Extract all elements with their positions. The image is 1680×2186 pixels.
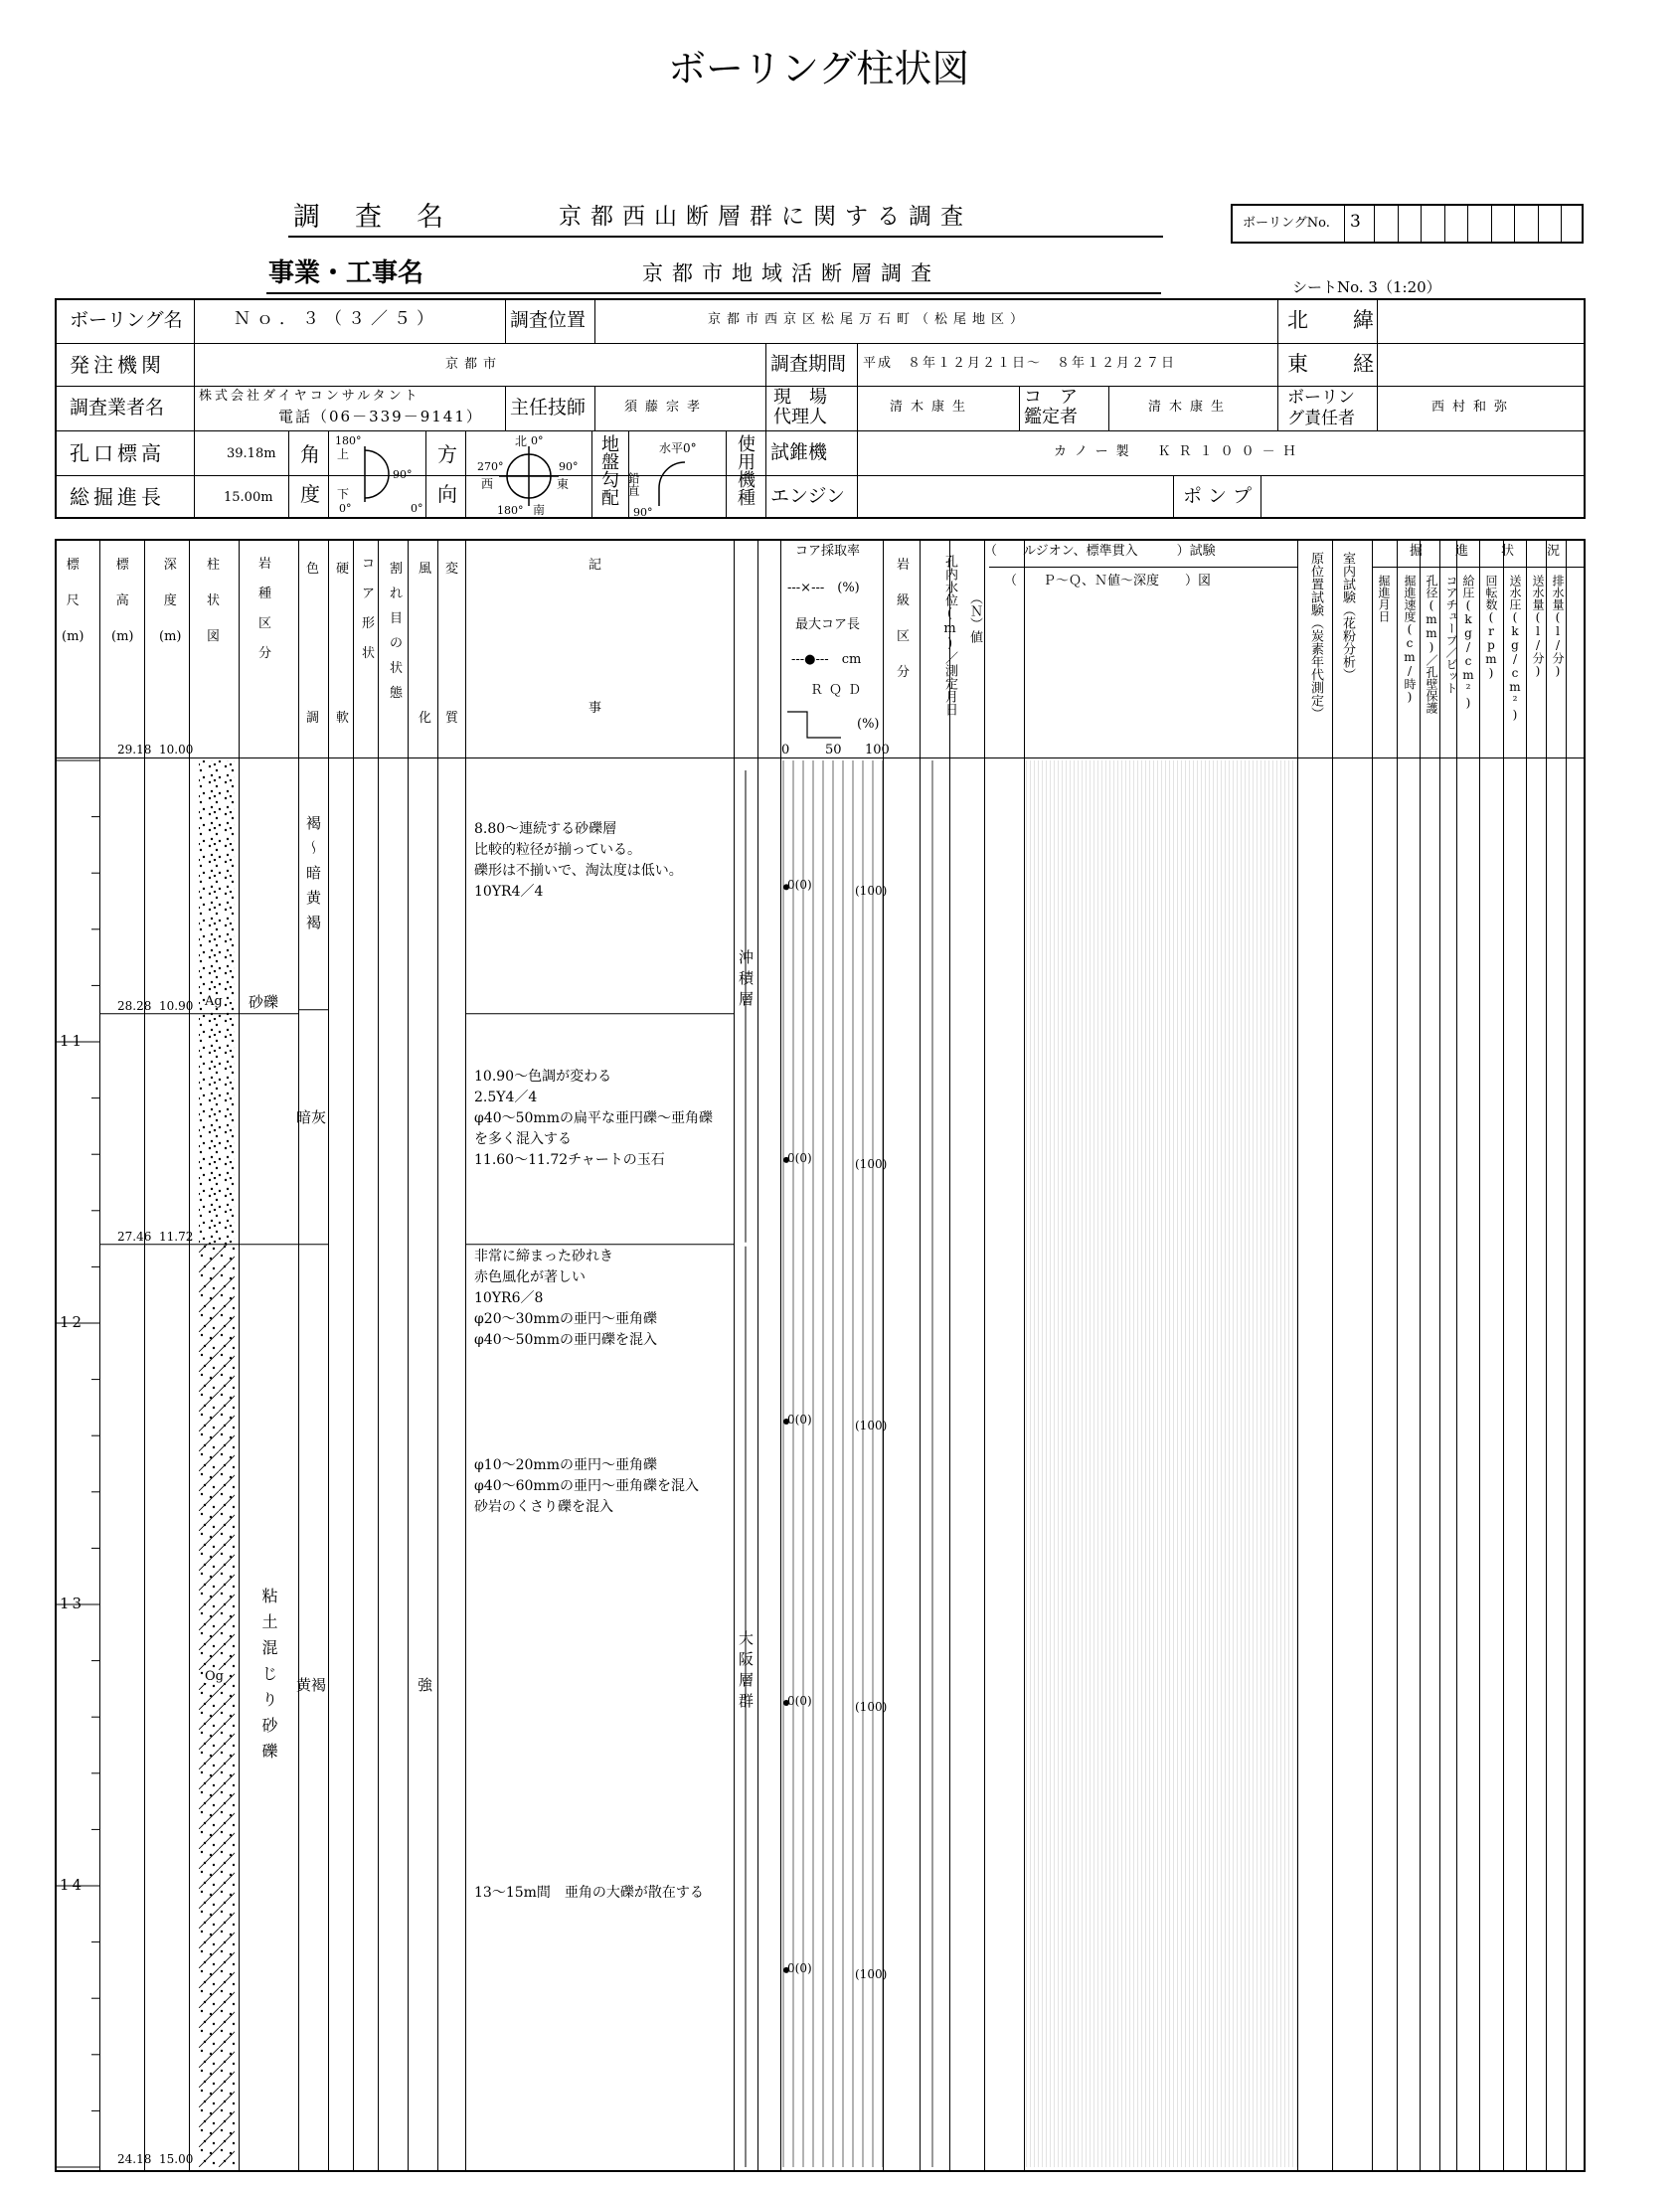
north-label: 北 緯 <box>1287 308 1386 332</box>
direction-mark: 東 <box>557 477 570 491</box>
core-recovery-legend: ---×--- (%) <box>787 581 860 595</box>
engine-label: エンジン <box>770 485 846 507</box>
location: 京都市西京区松尾万石町（松尾地区） <box>708 312 1030 327</box>
test-grid <box>1024 760 1297 2167</box>
pump-label: ポンプ <box>1183 485 1259 507</box>
boring-no-label: ボーリングNo. <box>1243 216 1330 231</box>
core-axis-50: 50 <box>825 743 842 757</box>
contractor: 株式会社ダイヤコンサルタント <box>199 389 420 404</box>
col-hardness: 硬 軟 <box>336 562 350 726</box>
layer-elevation: 27.46 <box>117 1229 152 1244</box>
description-line: 8.80～連続する砂礫層 <box>474 821 617 838</box>
slope-mark: 鉛直 <box>626 472 640 496</box>
total-length-label: 総掘進長 <box>70 485 165 509</box>
project-name-label: 事業・工事名 <box>268 258 424 288</box>
machine-label: 使用機種 <box>735 434 756 506</box>
boring-resp: 西村和弥 <box>1431 400 1516 415</box>
description-line: 13～15m間 亜角の大礫が散在する <box>474 1885 704 1901</box>
angle-mark: 下 <box>337 487 350 501</box>
col-core-shape: コ ア 形 状 <box>362 557 376 661</box>
core-max-label: 最大コア長 <box>795 617 861 632</box>
drill-col-header: 孔径(mm)／孔壁保護 <box>1425 575 1438 714</box>
slope-mark: 90° <box>633 506 653 519</box>
page-title: ボーリング柱状図 <box>668 47 970 90</box>
slope-mark: 水平0° <box>659 441 697 455</box>
description-line: 11.60～11.72チャートの玉石 <box>474 1152 665 1169</box>
scale-label: 14 <box>60 1876 85 1894</box>
test-title: （ ルジオン、標準貫入 ）試験 <box>984 544 1216 559</box>
col-column: 柱 状 図 <box>207 558 221 644</box>
core-axis-0: 0 <box>781 743 790 757</box>
layer-depth: 15.00 <box>159 2152 194 2166</box>
rock-type-1: 砂礫 <box>249 993 279 1011</box>
angle-mark: 上 <box>337 447 350 461</box>
angle-mark: 0° <box>411 502 423 515</box>
layer-elevation: 28.28 <box>117 998 152 1013</box>
color-1: 褐～暗黄褐 <box>304 815 322 939</box>
direction-mark: 180° <box>497 504 524 517</box>
slope-label: 地盤勾配 <box>598 434 619 506</box>
core-appraiser-label: コ ア 鑑定者 <box>1024 387 1078 427</box>
boring-no-value: 3 <box>1350 212 1361 232</box>
description-line: φ10～20mmの亜円～亜角礫 <box>474 1456 657 1473</box>
direction-mark: 南 <box>533 503 546 517</box>
angle-mark: 180° <box>335 434 362 447</box>
east-label: 東 経 <box>1287 352 1386 376</box>
total-length: 15.00m <box>224 490 273 505</box>
description-line: 2.5Y4／4 <box>474 1090 538 1106</box>
project-name: 京都市地域活断層調査 <box>642 261 940 285</box>
location-label: 調査位置 <box>510 309 587 331</box>
layer-depth: 11.72 <box>159 1229 194 1244</box>
core-mark-right: (100) <box>855 1700 888 1715</box>
angle-mark: 90° <box>393 468 413 481</box>
contractor-tel: 電話（06－339－9141） <box>278 408 483 425</box>
drill-col-header: コアチューブ／ビット <box>1444 575 1458 694</box>
drill-col-header: 給圧(kg/cm²) <box>1461 575 1475 710</box>
direction-mark: 北 <box>515 434 528 448</box>
core-appraiser: 清木康生 <box>1148 400 1233 415</box>
rqd-pct: (%) <box>857 717 880 732</box>
rock-type-2: 粘土混じり砂礫 <box>259 1588 278 1768</box>
description-line: 10YR6／8 <box>474 1290 544 1307</box>
core-mark-left: 0(0) <box>787 1694 812 1709</box>
client: 京都市 <box>445 357 503 372</box>
col-alteration: 変 質 <box>445 562 459 726</box>
col-insitu: 原位置試験（炭素年代測定） <box>1308 552 1323 720</box>
col-color: 色 調 <box>306 562 320 726</box>
period-label: 調査期間 <box>770 353 847 375</box>
drill-col-header: 送水圧(kg/cm²) <box>1508 575 1522 722</box>
core-max-legend: ---●--- cm <box>791 652 862 667</box>
elevation: 39.18m <box>227 446 276 461</box>
core-mark-right: (100) <box>855 1966 888 1981</box>
col-n-value: （Ｎ）値 <box>967 591 982 643</box>
column-clayey-gravel <box>199 1245 235 2167</box>
boring-name: Ｎｏ．３（３／５） <box>234 309 439 329</box>
description-line: φ40～60mmの亜円～亜角礫を混入 <box>474 1477 699 1494</box>
core-recovery-label: コア採取率 <box>795 544 861 559</box>
col-scale: 標 尺 (m) <box>62 558 84 644</box>
drill-col-header: 掘進月日 <box>1377 575 1391 622</box>
drill-col-header: 掘進速度(cm/時) <box>1403 575 1417 704</box>
geology-2: 大阪層群 <box>737 1630 755 1714</box>
col-rock: 岩 種 区 分 <box>258 557 272 661</box>
drilling-status-label: 掘 進 状 況 <box>1410 544 1571 559</box>
col-description: 記 事 <box>588 558 602 716</box>
boring-name-label: ボーリング名 <box>70 309 183 331</box>
description-line: 赤色風化が著しい <box>474 1269 586 1286</box>
core-mark-left: 0(0) <box>787 1413 812 1428</box>
boring-resp-label: ボーリン グ責任者 <box>1287 388 1355 428</box>
angle-label: 角 度 <box>300 442 320 506</box>
weathering-3: 強 <box>418 1676 433 1694</box>
description-line: 比較的粒径が揃っている。 <box>474 842 641 859</box>
layer-elevation: 24.18 <box>117 2152 152 2166</box>
test-subtitle: （ Ｐ～Ｑ、Ｎ値～深度 ）図 <box>1004 574 1212 589</box>
col-water-level: 孔内水位(m)／測定月日 <box>942 555 957 716</box>
rqd-label: ＲＱＤ <box>810 683 868 698</box>
survey-name-label: 調 査 名 <box>293 202 447 233</box>
survey-name: 京都西山断層群に関する調査 <box>559 204 972 230</box>
drill-col-header: 排水量(l/分) <box>1551 575 1565 678</box>
core-mark-right: (100) <box>855 884 888 899</box>
direction-mark: 西 <box>481 477 494 491</box>
symbol-og: Og <box>205 1669 224 1684</box>
description-line: φ20～30mmの亜円～亜角礫 <box>474 1311 657 1328</box>
scale-label: 11 <box>60 1032 85 1050</box>
core-mark-left: 0(0) <box>787 878 812 893</box>
description-line: を多く混入する <box>474 1131 572 1148</box>
description-line: 10.90～色調が変わる <box>474 1069 612 1086</box>
drill: カノー製 ＫＲ１００－Ｈ <box>1054 444 1304 459</box>
layer-depth: 10.90 <box>159 998 194 1013</box>
drill-col-header: 回転数(rpm) <box>1484 575 1498 680</box>
core-axis-100: 100 <box>865 743 890 757</box>
period: 平成 ８年１２月２１日～ ８年１２月２７日 <box>863 356 1177 371</box>
direction-label: 方 向 <box>437 442 457 506</box>
site-agent: 清木康生 <box>890 400 974 415</box>
core-mark-left: 0(0) <box>787 1150 812 1165</box>
direction-mark: 90° <box>559 460 579 473</box>
chief: 須藤宗孝 <box>624 400 709 415</box>
col-weathering: 風 化 <box>419 562 432 726</box>
contractor-label: 調査業者名 <box>70 397 165 419</box>
col-elevation: 標 高 (m) <box>111 558 134 644</box>
core-mark-right: (100) <box>855 1156 888 1171</box>
drill-col-header: 送水量(l/分) <box>1531 575 1545 678</box>
sheet-no: シートNo. 3（1:20） <box>1292 278 1441 296</box>
description-line: 礫形は不揃いで、淘汰度は低い。 <box>474 863 683 880</box>
top-elevation: 29.18 <box>117 743 152 757</box>
description-line: φ40～50mmの扁平な亜円礫～亜角礫 <box>474 1110 713 1127</box>
direction-mark: 270° <box>477 460 504 473</box>
scale-label: 13 <box>60 1595 85 1612</box>
description-line: 非常に締まった砂れき <box>474 1249 613 1265</box>
direction-mark: 0° <box>531 434 544 447</box>
chief-label: 主任技師 <box>510 397 587 419</box>
color-2: 暗灰 <box>296 1108 327 1126</box>
client-label: 発注機関 <box>70 353 165 377</box>
angle-mark: 0° <box>339 502 352 515</box>
color-3: 黄褐 <box>296 1676 327 1694</box>
core-mark-left: 0(0) <box>787 1960 812 1975</box>
top-depth: 10.00 <box>159 743 194 757</box>
drill-label: 試錐機 <box>770 441 828 463</box>
col-depth: 深 度 (m) <box>159 558 182 644</box>
description-line: 10YR4／4 <box>474 884 544 901</box>
col-lab: 室内試験（花粉分析） <box>1340 552 1355 681</box>
col-fracture: 割 れ 目 の 状 態 <box>390 562 404 701</box>
symbol-ag: Ag <box>205 994 223 1009</box>
elevation-label: 孔口標高 <box>70 441 165 465</box>
description-line: φ40～50mmの亜円礫を混入 <box>474 1332 657 1349</box>
scale-label: 12 <box>60 1313 85 1331</box>
description-line: 砂岩のくさり礫を混入 <box>474 1498 613 1515</box>
core-mark-right: (100) <box>855 1419 888 1433</box>
col-rock-class: 岩 級 区 分 <box>897 558 911 680</box>
geology-1: 沖積層 <box>737 949 755 1012</box>
site-agent-label: 現 場 代理人 <box>773 387 827 427</box>
